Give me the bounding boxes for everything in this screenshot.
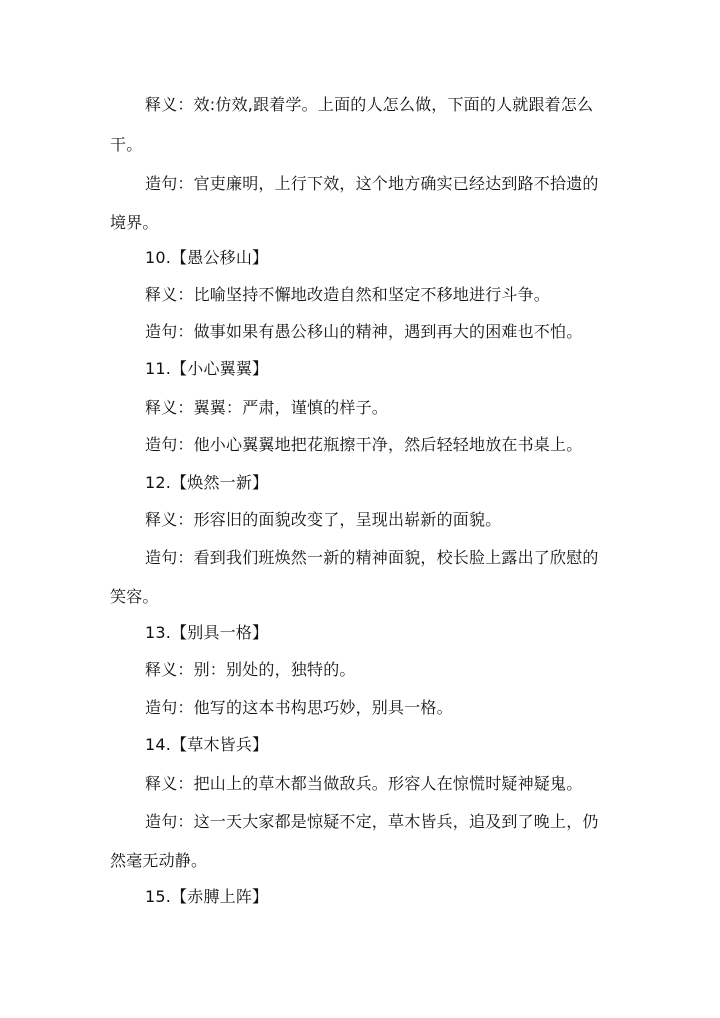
idiom-heading: 12.【焕然一新】 <box>145 473 269 492</box>
example-sentence-line: 造句：他写的这本书构思巧妙，别具一格。 <box>145 698 453 717</box>
example-sentence-line: 造句：他小心翼翼地把花瓶擦干净，然后轻轻地放在书桌上。 <box>145 435 583 454</box>
explanation-line: 释义：把山上的草木都当做敌兵。形容人在惊慌时疑神疑鬼。 <box>145 774 583 793</box>
example-sentence-line: 造句：官吏廉明，上行下效，这个地方确实已经达到路不拾遗的 <box>145 174 599 193</box>
explanation-line: 释义：比喻坚持不懈地改造自然和坚定不移地进行斗争。 <box>145 285 551 304</box>
idiom-heading: 15.【赤膊上阵】 <box>145 887 269 906</box>
explanation-line: 释义：翼翼：严肃，谨慎的样子。 <box>145 398 389 417</box>
example-sentence-continuation: 境界。 <box>110 213 159 232</box>
idiom-heading: 11.【小心翼翼】 <box>145 359 269 378</box>
example-sentence-continuation: 然毫无动静。 <box>110 851 208 870</box>
explanation-line: 释义：形容旧的面貌改变了，呈现出崭新的面貌。 <box>145 510 502 529</box>
example-sentence-line: 造句：做事如果有愚公移山的精神，遇到再大的困难也不怕。 <box>145 322 583 341</box>
idiom-heading: 14.【草木皆兵】 <box>145 735 269 754</box>
explanation-line: 释义：别：别处的，独特的。 <box>145 660 356 679</box>
idiom-heading: 10.【愚公移山】 <box>145 248 269 267</box>
idiom-heading: 13.【别具一格】 <box>145 623 269 642</box>
explanation-continuation: 干。 <box>110 135 143 154</box>
example-sentence-line: 造句：看到我们班焕然一新的精神面貌，校长脸上露出了欣慰的 <box>145 548 599 567</box>
example-sentence-line: 造句：这一天大家都是惊疑不定，草木皆兵，追及到了晚上，仍 <box>145 812 599 831</box>
explanation-line: 释义：效:仿效,跟着学。上面的人怎么做，下面的人就跟着怎么 <box>145 95 594 114</box>
example-sentence-continuation: 笑容。 <box>110 587 159 606</box>
